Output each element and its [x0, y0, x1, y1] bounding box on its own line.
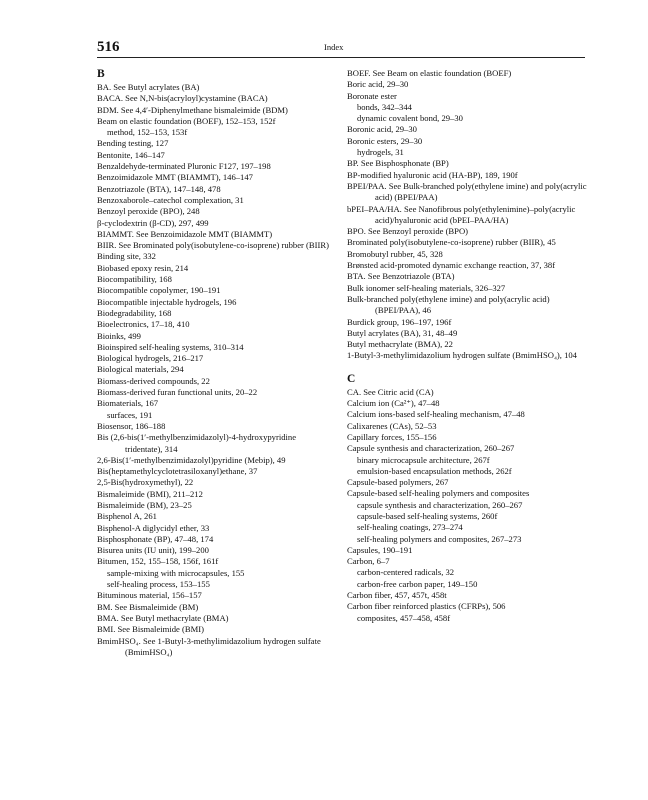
- index-subentry: self-healing process, 153–155: [107, 579, 210, 590]
- index-entry: Biodegradability, 168: [97, 307, 172, 318]
- index-left-column: [97, 68, 335, 658]
- index-entry: BPEI/PAA. See Bulk-branched poly(ethylene imine) and poly(acrylic acid) (BPEI/PAA): [347, 180, 587, 203]
- index-entry: Boronic acid, 29–30: [347, 124, 417, 135]
- index-entry: Bis(heptamethylcyclotetrasiloxanyl)ethane, 37: [97, 466, 258, 477]
- index-entry: bPEI–PAA/HA. See Nanofibrous poly(ethylenimine)–poly(acrylic acid)/hyaluronic acid (bPEI–PAA/HA): [347, 203, 576, 225]
- index-entry: Bisphenol-A diglycidyl ether, 33: [97, 522, 210, 533]
- index-entry: Biosensor, 186–188: [97, 420, 166, 431]
- index-entry: BOEF. See Beam on elastic foundation (BOEF): [347, 68, 512, 78]
- index-subentry: self-healing coatings, 273–274: [357, 522, 463, 533]
- index-entry: Capsules, 190–191: [347, 544, 413, 555]
- index-entry: BTA. See Benzotriazole (BTA): [347, 271, 455, 282]
- index-entry: Boric acid, 29–30: [347, 79, 409, 90]
- index-entry: Carbon, 6–7: [347, 556, 390, 567]
- index-subentry: surfaces, 191: [107, 409, 153, 420]
- index-entry: Bitumen, 152, 155–158, 156f, 161f: [97, 556, 219, 567]
- index-entry: BPO. See Benzoyl peroxide (BPO): [347, 226, 469, 237]
- index-entry: Bulk ionomer self-healing materials, 326–327: [347, 282, 506, 293]
- index-entry: Binding site, 332: [97, 251, 156, 262]
- index-subentry: capsule synthesis and characterization, 260–267: [357, 499, 523, 510]
- index-entry: Boronate ester: [347, 90, 397, 101]
- index-entry: BMI. See Bismaleimide (BMI): [97, 624, 204, 635]
- index-entry: Bentonite, 146–147: [97, 149, 165, 160]
- index-right-column: [347, 68, 587, 624]
- index-entry: Burdick group, 196–197, 196f: [347, 316, 452, 327]
- index-entry: Bisphosphonate (BP), 47–48, 174: [97, 533, 214, 544]
- index-subentry: capsule-based self-healing systems, 260f: [357, 510, 498, 521]
- index-entry: Biomass-derived furan functional units, 20–22: [97, 387, 258, 398]
- index-entry: Biological hydrogels, 216–217: [97, 353, 204, 364]
- index-entry: Bioinks, 499: [97, 330, 141, 341]
- index-entry: BIIR. See Brominated poly(isobutylene-co-isoprene) rubber (BIIR): [97, 240, 329, 251]
- index-entry: Capsule-based self-healing polymers and composites: [347, 488, 530, 499]
- index-entry: Bismaleimide (BMI), 211–212: [97, 488, 203, 499]
- index-entry: Bromobutyl rubber, 45, 328: [347, 248, 443, 259]
- index-entry: Beam on elastic foundation (BOEF), 152–153, 152f: [97, 115, 276, 126]
- index-entry: Bis (2,6-bis(1′-methylbenzimidazolyl)-4-hydroxypyridine tridentate), 314: [97, 432, 297, 454]
- index-entry: Bisurea units (IU unit), 199–200: [97, 545, 209, 556]
- index-entry: Benzotriazole (BTA), 147–148, 478: [97, 183, 221, 194]
- index-subentry: bonds, 342–344: [357, 101, 412, 112]
- index-entry: Brønsted acid-promoted dynamic exchange reaction, 37, 38f: [347, 260, 556, 271]
- index-entry: Benzoimidazole MMT (BIAMMT), 146–147: [97, 172, 253, 183]
- index-entry: Biocompatible copolymer, 190–191: [97, 285, 221, 296]
- index-entry: Biological materials, 294: [97, 364, 184, 375]
- index-subentry: binary microcapsule architecture, 267f: [357, 454, 490, 465]
- section-letter: B: [97, 68, 105, 80]
- index-entry: BDM. See 4,4′-Diphenylmethane bismaleimide (BDM): [97, 104, 288, 115]
- index-entry: Biobased epoxy resin, 214: [97, 262, 189, 273]
- index-entry: BP-modified hyaluronic acid (HA-BP), 189, 190f: [347, 169, 518, 180]
- index-subentry: carbon-centered radicals, 32: [357, 567, 455, 578]
- section-letter: C: [347, 372, 356, 385]
- index-entry: 2,6-Bis(1′-methylbenzimidazolyl)pyridine (Mebip), 49: [97, 454, 286, 465]
- index-entry: Calcium ions-based self-healing mechanism, 47–48: [347, 409, 525, 420]
- index-entry: Bioelectronics, 17–18, 410: [97, 319, 190, 330]
- index-entry: Bending testing, 127: [97, 138, 169, 149]
- index-subentry: carbon-free carbon paper, 149–150: [357, 578, 478, 589]
- running-header: Index: [324, 42, 344, 52]
- index-subentry: self-healing polymers and composites, 267–273: [357, 533, 522, 544]
- index-entry: Bituminous material, 156–157: [97, 590, 202, 601]
- index-entry: BACA. See N,N-bis(acryloyl)cystamine (BACA): [97, 93, 268, 104]
- index-subentry: hydrogels, 31: [357, 147, 404, 158]
- index-entry: Biomass-derived compounds, 22: [97, 375, 210, 386]
- header-rule: [97, 57, 585, 58]
- index-entry: Bisphenol A, 261: [97, 511, 157, 522]
- index-entry: BA. See Butyl acrylates (BA): [97, 82, 200, 92]
- index-entry: Biocompatibility, 168: [97, 274, 172, 285]
- index-entry: Bioinspired self-healing systems, 310–314: [97, 341, 244, 352]
- index-entry: Biocompatible injectable hydrogels, 196: [97, 296, 237, 307]
- index-entry: Capillary forces, 155–156: [347, 431, 437, 442]
- page-number: 516: [97, 39, 120, 55]
- index-entry: BmimHSO₄. See 1-Butyl-3-methylimidazolium hydrogen sulfate (BmimHSO₄): [97, 635, 321, 657]
- index-entry: 1-Butyl-3-methylimidazolium hydrogen sulfate (BmimHSO₄), 104: [347, 350, 577, 361]
- index-entry: Butyl methacrylate (BMA), 22: [347, 339, 453, 350]
- index-subentry: dynamic covalent bond, 29–30: [357, 113, 463, 124]
- index-entry: Biomaterials, 167: [97, 398, 159, 409]
- index-entry: Bismaleimide (BM), 23–25: [97, 499, 192, 510]
- index-subentry: composites, 457–458, 458f: [357, 612, 451, 623]
- index-entry: β-cyclodextrin (β-CD), 297, 499: [97, 217, 209, 228]
- index-entry: BM. See Bismaleimide (BM): [97, 601, 199, 612]
- index-entry: BIAMMT. See Benzoimidazole MMT (BIAMMT): [97, 228, 273, 239]
- index-subentry: method, 152–153, 153f: [107, 127, 188, 138]
- index-entry: Carbon fiber reinforced plastics (CFRPs), 506: [347, 601, 506, 612]
- index-entry: Brominated poly(isobutylene-co-isoprene) rubber (BIIR), 45: [347, 237, 556, 248]
- index-entry: 2,5-Bis(hydroxymethyl), 22: [97, 477, 194, 488]
- index-entry: CA. See Citric acid (CA): [347, 386, 434, 397]
- index-subentry: sample-mixing with microcapsules, 155: [107, 567, 245, 578]
- index-entry: Benzoyl peroxide (BPO), 248: [97, 206, 200, 217]
- index-entry: Bulk-branched poly(ethylene imine) and poly(acrylic acid) (BPEI/PAA), 46: [347, 293, 550, 316]
- index-entry: Carbon fiber, 457, 457t, 458t: [347, 590, 447, 601]
- index-entry: Capsule synthesis and characterization, 260–267: [347, 443, 515, 454]
- index-entry: Capsule-based polymers, 267: [347, 477, 449, 488]
- index-entry: BMA. See Butyl methacrylate (BMA): [97, 612, 229, 623]
- index-entry: BP. See Bisphosphonate (BP): [347, 158, 449, 169]
- index-entry: Calcium ion (Ca²⁺), 47–48: [347, 398, 440, 409]
- index-entry: Calixarenes (CAs), 52–53: [347, 420, 437, 431]
- index-entry: Boronic esters, 29–30: [347, 135, 423, 146]
- index-entry: Benzoxaborole–catechol complexation, 31: [97, 194, 244, 205]
- index-entry: Butyl acrylates (BA), 31, 48–49: [347, 327, 458, 338]
- index-entry: Benzaldehyde-terminated Pluronic F127, 197–198: [97, 161, 271, 172]
- index-subentry: emulsion-based encapsulation methods, 262f: [357, 465, 512, 476]
